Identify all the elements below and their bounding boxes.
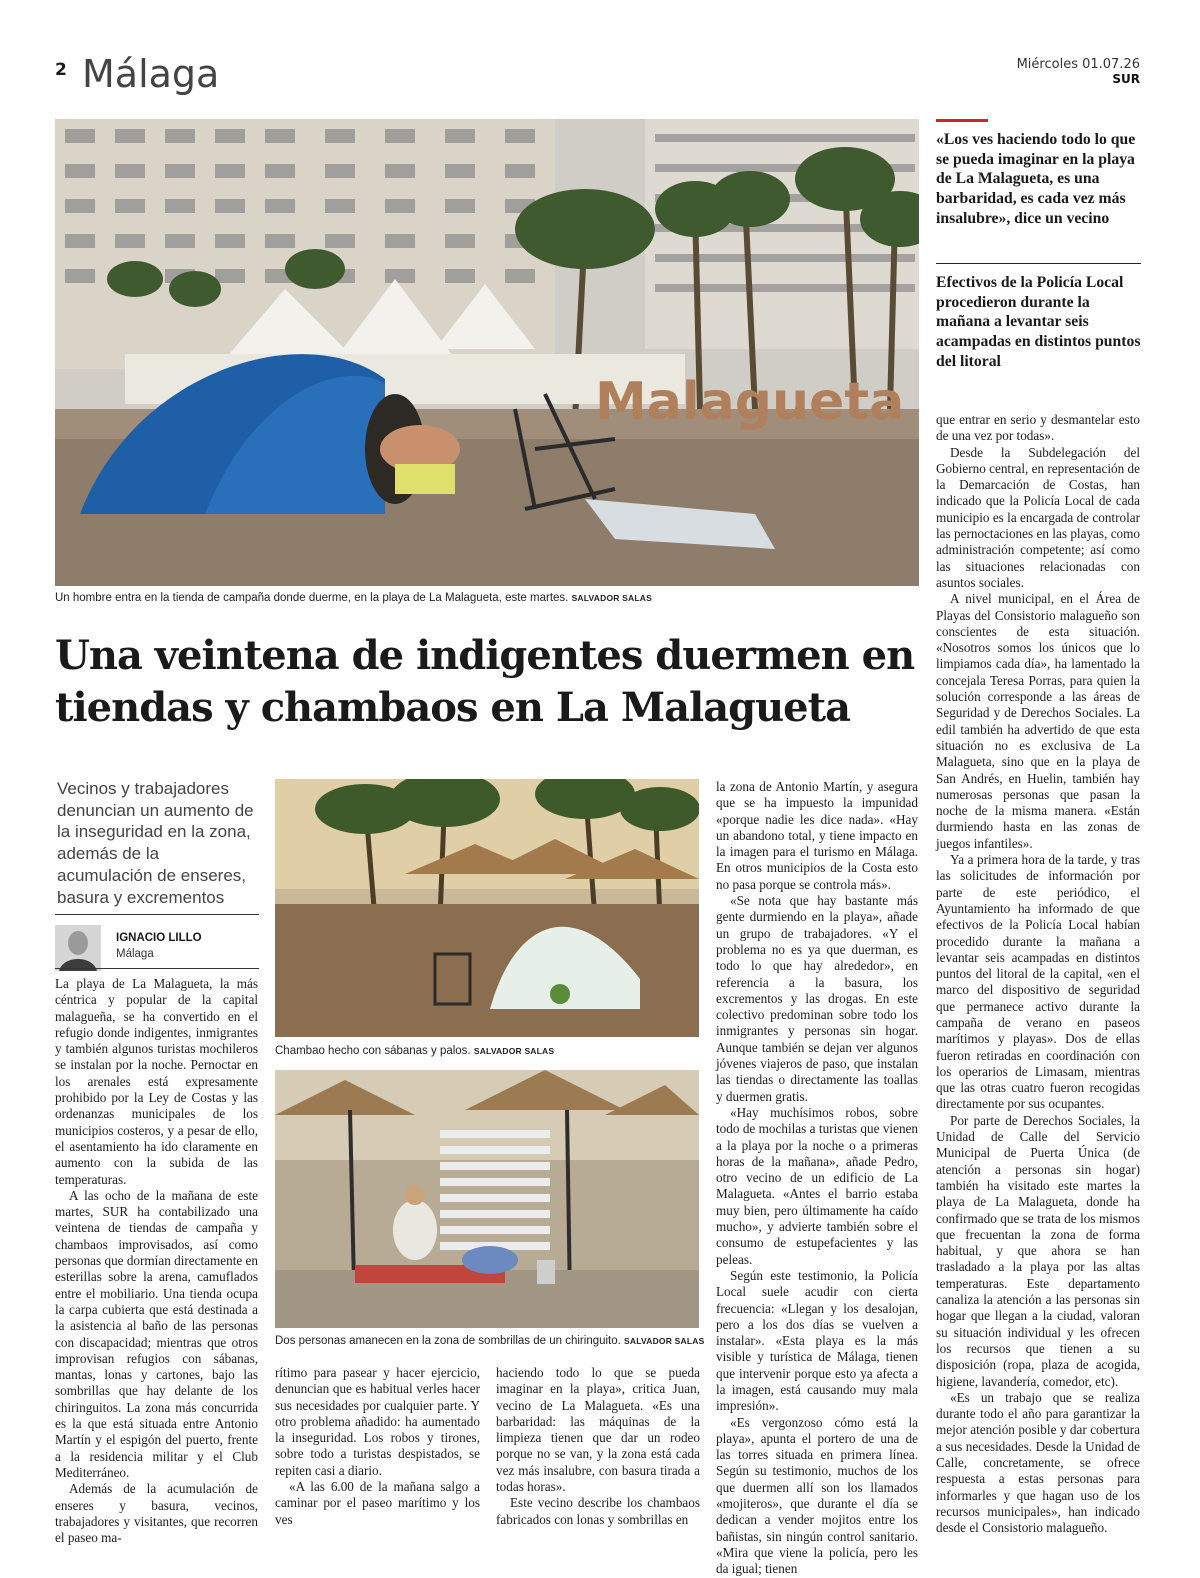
author-name: IGNACIO LILLO: [116, 932, 202, 944]
article-paragraph: haciendo todo lo que se pueda imaginar en la playa», critica Juan, vecino de La Malagueta. «Es una barbaridad: las máquinas de la limpieza tienen que dar un rodeo porque no se van, y la zona está cada vez más insalubre, con basura tirada a todas horas».: [496, 1365, 700, 1495]
pull-quote-2: Efectivos de la Policía Local procedieron durante la mañana a levantar seis acampadas en distintos puntos del litoral: [936, 274, 1141, 370]
main-photo-caption: [55, 592, 652, 604]
article-paragraph: A las ocho de la mañana de este martes, SUR ha contabilizado una veintena de tiendas de campaña y chambaos improvisados, así como personas que dormían directamente en esterillas sobre la arena, camuflados entre el mobiliario. Una tienda ocupa la carpa cubierta que está destinada a la asistencia al baño de las personas con discapacidad; mientras que otros improvisan refugios con sábanas, mantas, lonas y cartones, bajo las sombrillas que hay delante de los chiringuitos. La zona más concurrida es la que está situada entre Antonio Martín y el espigón del puerto, frente a la residencia militar y el Club Mediterráneo.: [55, 1187, 258, 1480]
main-photo-credit: SALVADOR SALAS: [571, 593, 652, 603]
pull-quote-divider: [936, 263, 1141, 264]
author-avatar: [55, 925, 101, 971]
article-paragraph: A nivel municipal, en el Área de Playas del Consistorio malagueño son conscientes de esta situación. «Nosotros somos los únicos que lo limpiamos cada día», ha lamentado la concejala Teresa Porras, para quien la solución corresponde a las áreas de Seguridad y de Derechos Sociales. La edil también ha advertido de que esta situación no es exclusiva de La Malagueta, sino que en la playa de San Andrés, en Huelin, también hay numerosas personas que pasan la noche de la misma manera. «Están durmiendo hasta en las zonas de juegos infantiles».: [936, 591, 1140, 851]
article-column-4: [936, 412, 1140, 1536]
photo-chambao-credit: SALVADOR SALAS: [473, 1046, 555, 1056]
byline-rule: [55, 914, 259, 915]
article-column-2: [275, 1365, 480, 1528]
photo-chambao: [275, 779, 699, 1037]
photo-chambao-caption: [275, 1045, 554, 1057]
article-column-3: [716, 779, 918, 1578]
article-paragraph: Por parte de Derechos Sociales, la Unidad de Calle del Servicio Municipal de Puerta Única (de atención a personas sin hogar) también ha visitado este martes la playa de La Malagueta, donde ha confirmado que se trata de los mismos que frecuentan la zona de forma habitual, y que ahora se han trasladado a la playa por las altas temperaturas. Este departamento canaliza la atención a las personas sin hogar que llegan a la ciudad, valoran su situación individual y les ofrecen los recursos que tienen a su disposición (ropa, plaza de acogida, higiene, lavandería, comedor, etc).: [936, 1112, 1140, 1389]
article-paragraph: que entrar en serio y desmantelar esto de una vez por todas».: [936, 412, 1140, 444]
article-paragraph: «Se nota que hay bastante más gente durmiendo en la playa», añade un grupo de trabajadores. «Y el problema no es ya que duerman, es todo lo que hay alrededor», en referencia a la basura, los excrementos y las drogas. En este colectivo predominan sobre todo los inmigrantes y personas sin hogar. Aunque también se dejan ver algunos jóvenes viajeros de paso, que instalan las tiendas o directamente las toallas y duermen gratis.: [716, 893, 918, 1104]
photo-sombrillas-credit: SALVADOR SALAS: [624, 1336, 705, 1346]
photo-sombrillas-caption: [275, 1335, 704, 1347]
newspaper-name: SUR: [1112, 72, 1140, 86]
main-photo: [55, 119, 919, 586]
article-paragraph: Este vecino describe los chambaos fabricados con lonas y sombrillas en: [496, 1495, 700, 1527]
article-column-3-bottom: [496, 1365, 700, 1528]
article-column-1: [55, 976, 258, 1546]
article-paragraph: «Hay muchísimos robos, sobre todo de mochilas a turistas que vienen a la playa por la noche o a primeras horas de la mañana», añade Pedro, otro vecino de un edificio de La Malagueta. «Antes el barrio estaba muy bien, pero últimamente ha caído mucho», y advierte también sobre el consumo de estupefacientes y las peleas.: [716, 1104, 918, 1267]
article-paragraph: «A las 6.00 de la mañana salgo a caminar por el paseo marítimo y los ves: [275, 1479, 480, 1527]
section-title: Málaga: [82, 52, 220, 96]
article-paragraph: Ya a primera hora de la tarde, y tras las solicitudes de información por parte de este periódico, el Ayuntamiento ha informado de que efectivos de la Policía Local habían procedido durante la mañana a levantar seis acampadas en distintos puntos del litoral de la capital, «en el marco del dispositivo de seguridad que permanece activo durante la campaña de verano en paseos marítimos y playas». Dos de ellas fueron retiradas en coordinación con los operarios de Limasam, mientras que las otras cuatro fueron recogidas directamente por sus ocupantes.: [936, 852, 1140, 1112]
photo-sombrillas-caption-text: Dos personas amanecen en la zona de sombrillas de un chiringuito.: [275, 1335, 621, 1347]
headline: Una veintena de indigentes duermen en tiendas y chambaos en La Malagueta: [55, 632, 915, 731]
author-location: Málaga: [116, 948, 154, 960]
article-paragraph: «Es un trabajo que se realiza durante todo el año para garantizar la mejor atención posible y dar cobertura a sus necesidades. Desde la Unidad de Calle, concretamente, se ofrece respuesta a estas personas para informarles y que hagan uso de los recursos municipales», han indicado desde el Consistorio malagueño.: [936, 1389, 1140, 1536]
article-paragraph: «Es vergonzoso cómo está la playa», apunta el portero de una de las torres situada en primera línea. Según su testimonio, muchos de los que duermen allí son los llamados «mojiteros», que durante el día se dedican a vender mojitos entre los bañistas, sin ningún control sanitario. «Mira que viene la policía, pero les da igual; tienen: [716, 1414, 918, 1577]
author-rule: [55, 968, 259, 969]
malagueta-sign: Malagueta: [595, 372, 905, 432]
article-paragraph: Según este testimonio, la Policía Local suele acudir con cierta frecuencia: «Llegan y los desalojan, pero a los dos días se vuelven a instalar». «Esta playa es la más visible y turística de Málaga, tienen que intervenir porque esto ya afecta a la imagen, está causando muy mala impresión».: [716, 1267, 918, 1414]
pull-quote-accent: [936, 119, 988, 122]
edition-date: Miércoles 01.07.26: [1016, 57, 1140, 72]
article-paragraph: Además de la acumulación de enseres y basura, vecinos, trabajadores y visitantes, que recorren el paseo ma-: [55, 1481, 258, 1546]
article-paragraph: Desde la Subdelegación del Gobierno central, en representación de la Demarcación de Costas, han indicado que la Policía Local de cada municipio es la encargada de controlar las pernoctaciones en las playas, como administración competente; así como las situaciones relacionadas con asuntos sociales.: [936, 444, 1140, 590]
edition-info: [1017, 58, 1140, 86]
article-paragraph: la zona de Antonio Martín, y asegura que se ha impuesto la impunidad «porque nadie les dice nada». «Hay un abandono total, y tiene impacto en la imagen para el turismo en Málaga. En otros municipios de la Costa esto no pasa porque se controla más».: [716, 779, 918, 892]
page-number: 2: [55, 60, 67, 80]
main-photo-caption-text: Un hombre entra en la tienda de campaña donde duerme, en la playa de La Malagueta, este martes.: [55, 592, 569, 604]
photo-chambao-caption-text: Chambao hecho con sábanas y palos.: [275, 1045, 471, 1057]
photo-sombrillas: [275, 1070, 699, 1328]
deck: Vecinos y trabajadores denuncian un aumento de la inseguridad en la zona, además de la acumulación de enseres, basura y excrementos: [57, 779, 254, 907]
pull-quote-1: «Los ves haciendo todo lo que se pueda imaginar en la playa de La Malagueta, es una barbaridad, es cada vez más insalubre», dice un vecino: [936, 131, 1136, 227]
article-paragraph: La playa de La Malagueta, la más céntrica y popular de la capital malagueña, se ha convertido en el refugio donde indigentes, inmigrantes y también algunos turistas mochileros se instalan por la noche. Pernoctar en los arenales está expresamente prohibido por la Ley de Costas y las ordenanzas municipales de los municipios costeros, y a pesar de ello, el asentamiento ha ido claramente en aumento con la subida de las temperaturas.: [55, 976, 258, 1187]
article-paragraph: rítimo para pasear y hacer ejercicio, denuncian que es habitual verles hacer sus necesidades por cualquier parte. Y otro problema añadido: ha aumentado la inseguridad. Los robos y tirones, sobre todo a turistas despistados, se repiten casi a diario.: [275, 1365, 480, 1478]
